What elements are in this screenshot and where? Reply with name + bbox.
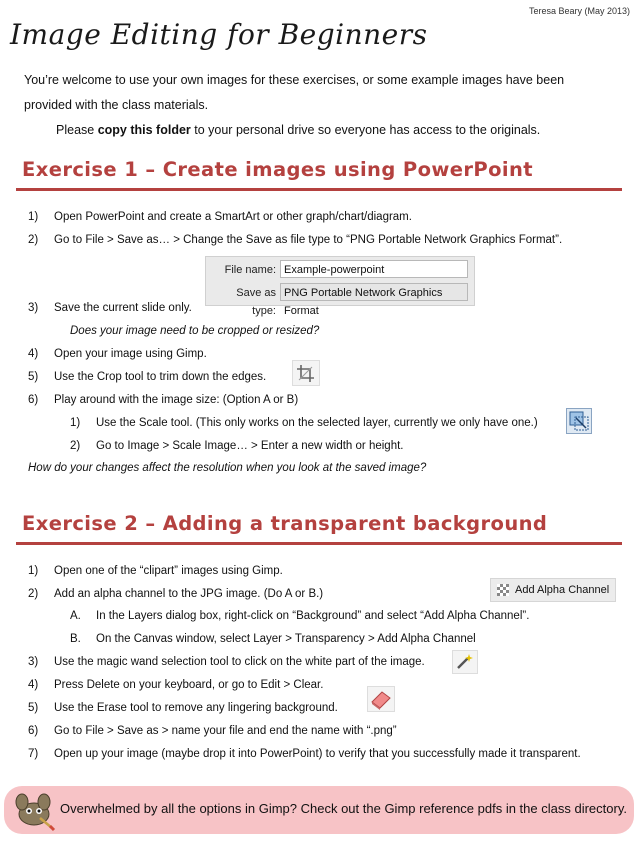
copy-folder-emphasis: copy this folder xyxy=(97,123,191,137)
ex2-step-4 xyxy=(28,679,323,691)
save-as-dialog-snippet xyxy=(205,256,475,317)
eraser-tool-icon xyxy=(367,686,395,712)
step-number: 2) xyxy=(28,234,39,246)
step-text: Open one of the “clipart” images using Gimp. xyxy=(54,565,283,577)
step-text: Use the magic wand selection tool to click on the white part of the image. xyxy=(54,656,425,668)
step-number: A. xyxy=(70,610,81,622)
ex2-step-7 xyxy=(28,748,581,760)
scale-tool-icon xyxy=(566,408,592,434)
exercise-2-divider xyxy=(16,542,622,545)
save-type-label: Save as type: xyxy=(236,287,276,317)
resolution-question: How do your changes affect the resolution when you look at the saved image? xyxy=(28,462,427,474)
step-number: 5) xyxy=(28,702,39,714)
step-text: Open your image using Gimp. xyxy=(54,348,207,360)
intro-line-1: You’re welcome to use your own images for these exercises, or some example images have been xyxy=(24,73,565,87)
exercise-2-heading: Exercise 2 – Adding a transparent background xyxy=(22,512,548,535)
file-name-field: Example-powerpoint xyxy=(280,260,468,278)
step-text: Open up your image (maybe drop it into PowerPoint) to verify that you successfully made it transparent. xyxy=(54,748,581,760)
ex2-step-6 xyxy=(28,725,397,737)
step-number: 4) xyxy=(28,679,39,691)
file-name-label: File name: xyxy=(224,264,276,276)
step-text: On the Canvas window, select Layer > Transparency > Add Alpha Channel xyxy=(96,633,476,645)
step-text: Go to Image > Scale Image… > Enter a new width or height. xyxy=(96,440,404,452)
help-banner xyxy=(4,786,634,834)
author-date: Teresa Beary (May 2013) xyxy=(528,6,630,16)
step-number: 6) xyxy=(28,725,39,737)
step-number: 3) xyxy=(28,656,39,668)
step-text: Go to File > Save as > name your file and end the name with “.png” xyxy=(54,725,397,737)
step-number: 1) xyxy=(28,211,39,223)
step-number: 1) xyxy=(70,417,81,429)
ex1-sub-2 xyxy=(70,440,403,452)
intro-line-3-pre: Please xyxy=(56,123,98,137)
step-text: Press Delete on your keyboard, or go to Edit > Clear. xyxy=(54,679,324,691)
step-number: 5) xyxy=(28,371,39,383)
save-type-field: PNG Portable Network Graphics Format xyxy=(280,283,468,301)
ex2-sub-b xyxy=(70,633,476,645)
step-number: 3) xyxy=(28,302,39,314)
intro-line-3-post: to your personal drive so everyone has access to the originals. xyxy=(190,123,541,137)
ex1-step-3 xyxy=(28,302,192,314)
step-number: 6) xyxy=(28,394,39,406)
ex2-step-2 xyxy=(28,588,323,600)
intro-line-3 xyxy=(56,122,540,138)
exercise-1-divider xyxy=(16,188,622,191)
step-text: Play around with the image size: (Option A or B) xyxy=(54,394,299,406)
save-type-row xyxy=(210,283,468,317)
help-banner-text: Overwhelmed by all the options in Gimp? Check out the Gimp reference pdfs in the class directory. xyxy=(60,801,627,816)
step-text: Use the Erase tool to remove any lingering background. xyxy=(54,702,338,714)
file-name-row xyxy=(210,260,468,278)
magic-wand-icon xyxy=(452,650,478,674)
ex1-step-6 xyxy=(28,394,298,406)
ex1-step-4 xyxy=(28,348,207,360)
step-text: Add an alpha channel to the JPG image. (Do A or B.) xyxy=(54,588,324,600)
crop-tool-icon xyxy=(292,360,320,386)
step-number: 2) xyxy=(70,440,81,452)
ex1-step-5 xyxy=(28,371,266,383)
page-title: Image Editing for Beginners xyxy=(10,18,428,51)
crop-question: Does your image need to be cropped or resized? xyxy=(70,325,320,337)
ex2-step-3 xyxy=(28,656,425,668)
step-number: 7) xyxy=(28,748,39,760)
ex1-sub-1 xyxy=(70,417,538,429)
exercise-1-heading: Exercise 1 – Create images using PowerPoint xyxy=(22,158,534,181)
ex2-step-1 xyxy=(28,565,283,577)
add-alpha-channel-label: Add Alpha Channel xyxy=(515,584,610,596)
ex2-step-5 xyxy=(28,702,338,714)
intro-line-2: provided with the class materials. xyxy=(24,98,209,112)
add-alpha-channel-menu-item xyxy=(490,578,616,602)
alpha-channel-icon xyxy=(497,584,509,596)
step-text: Open PowerPoint and create a SmartArt or other graph/chart/diagram. xyxy=(54,211,412,223)
step-text: In the Layers dialog box, right-click on “Background” and select “Add Alpha Channel”. xyxy=(96,610,530,622)
step-number: 1) xyxy=(28,565,39,577)
ex1-step-2 xyxy=(28,234,562,246)
step-text: Go to File > Save as… > Change the Save as file type to “PNG Portable Network Graphics Format”. xyxy=(54,234,563,246)
step-number: 4) xyxy=(28,348,39,360)
step-text: Use the Scale tool. (This only works on the selected layer, currently we only have one.) xyxy=(96,417,538,429)
step-number: B. xyxy=(70,633,81,645)
step-text: Use the Crop tool to trim down the edges. xyxy=(54,371,267,383)
step-number: 2) xyxy=(28,588,39,600)
step-text: Save the current slide only. xyxy=(54,302,192,314)
gimp-mascot-icon xyxy=(10,788,56,832)
ex1-step-1 xyxy=(28,211,412,223)
ex2-sub-a xyxy=(70,610,529,622)
